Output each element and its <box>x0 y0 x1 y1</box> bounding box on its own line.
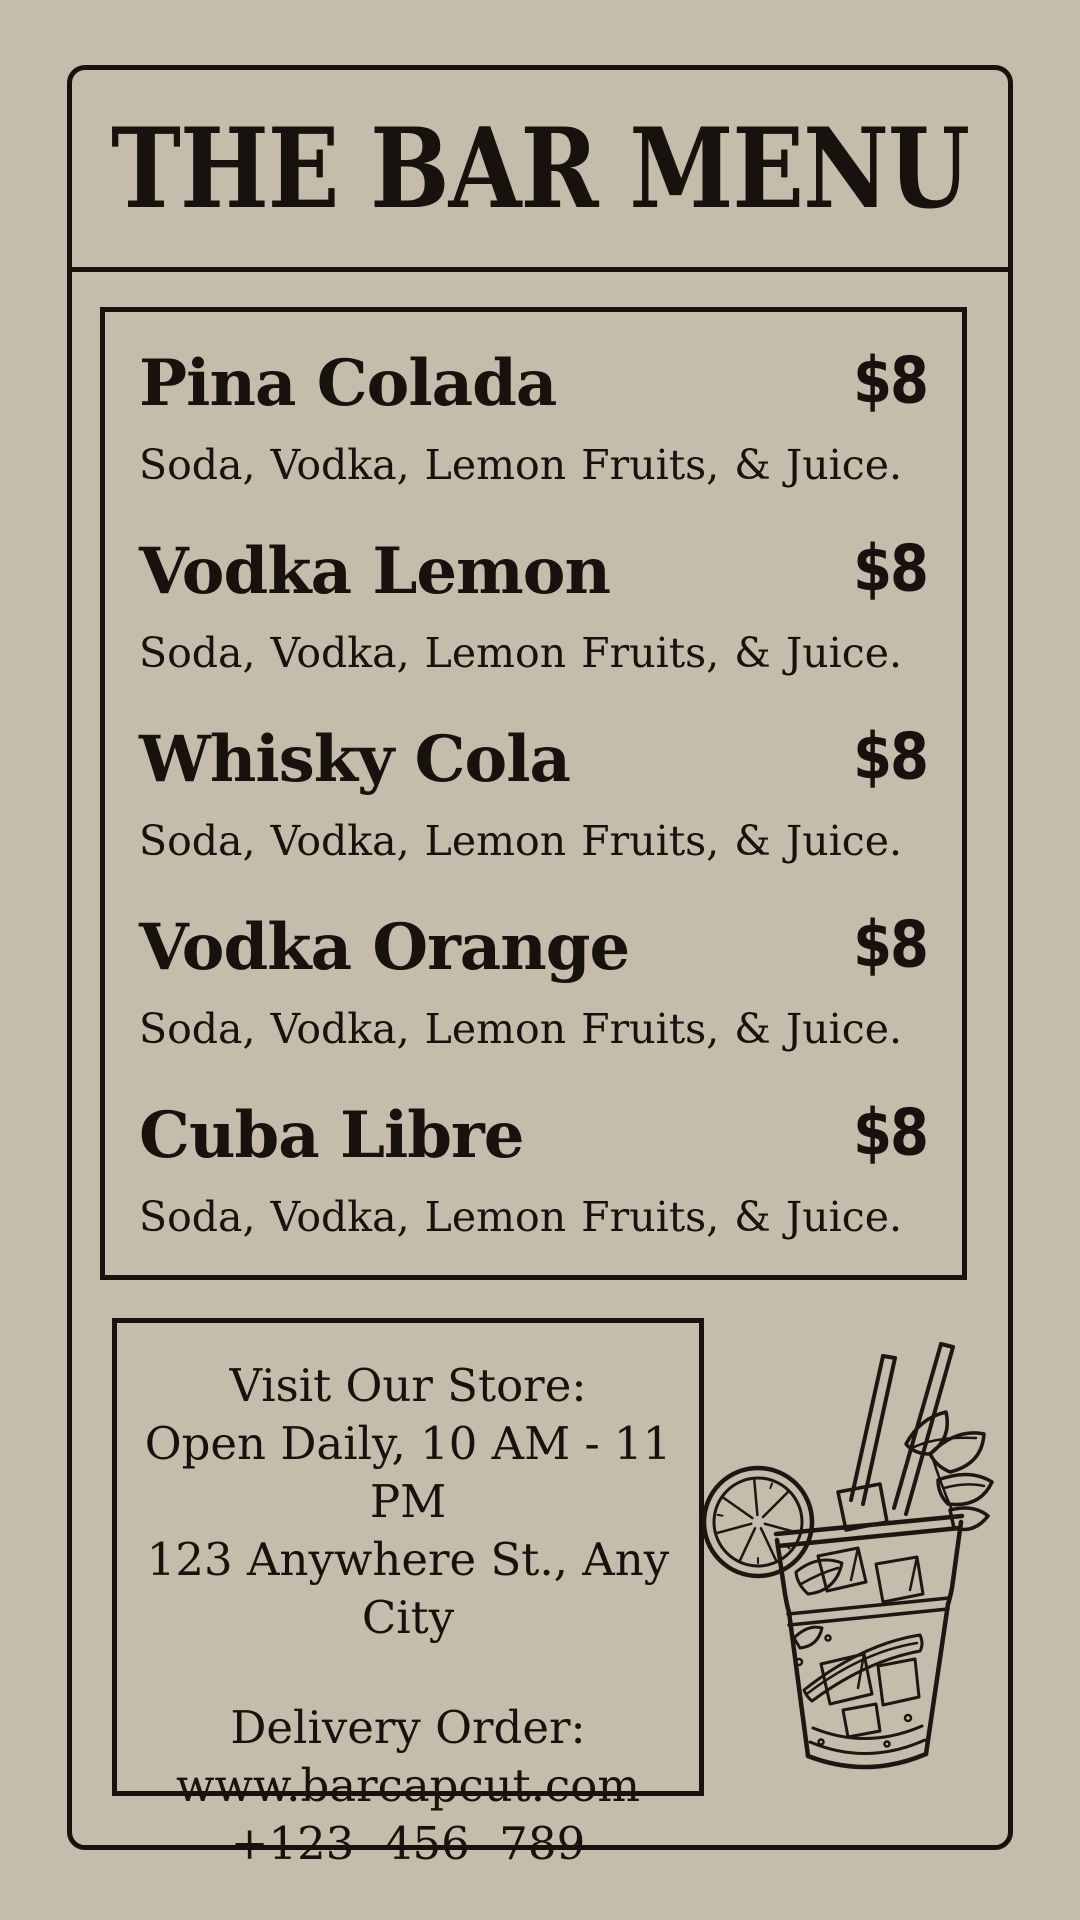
menu-item-price: $8 <box>853 531 927 607</box>
menu-item-price: $8 <box>853 907 927 983</box>
menu-item <box>139 343 927 493</box>
phone-number: +123- 456- 789 <box>230 1817 586 1870</box>
menu-item-name: Vodka Orange <box>139 910 630 985</box>
menu-item <box>139 719 927 869</box>
menu-item-description: Soda, Vodka, Lemon Fruits, & Juice. <box>139 1005 903 1053</box>
menu-item-row <box>139 531 927 611</box>
cocktail-illustration <box>700 1332 1010 1802</box>
menu-item-row <box>139 719 927 799</box>
menu-item-row <box>139 907 927 987</box>
visit-heading: Visit Our Store: <box>229 1359 587 1412</box>
masthead <box>72 70 1008 267</box>
menu-item-name: Cuba Libre <box>139 1098 524 1173</box>
menu-item <box>139 1095 927 1245</box>
ice-cubes-upper <box>796 1548 923 1602</box>
menu-item-description: Soda, Vodka, Lemon Fruits, & Juice. <box>139 629 903 677</box>
page-title: THE BAR MENU <box>111 103 969 234</box>
menu-item <box>139 907 927 1057</box>
delivery-heading: Delivery Order: <box>230 1701 586 1754</box>
menu-item-price: $8 <box>853 719 927 795</box>
info-spacer <box>117 1647 699 1699</box>
lime-wheel-icon <box>704 1468 812 1576</box>
menu-item-name: Pina Colada <box>139 346 557 421</box>
menu-item-price: $8 <box>853 343 927 419</box>
drinks-menu-box <box>100 307 967 1280</box>
liquid-line <box>788 1598 949 1625</box>
menu-item-row <box>139 1095 927 1175</box>
menu-frame <box>67 65 1013 1870</box>
menu-item-description: Soda, Vodka, Lemon Fruits, & Juice. <box>139 817 903 865</box>
cocktail-glass-icon <box>700 1332 1000 1792</box>
website-url: www.barcapcut.com <box>175 1759 641 1812</box>
menu-item-description: Soda, Vodka, Lemon Fruits, & Juice. <box>139 441 903 489</box>
menu-item <box>139 531 927 681</box>
street-address: 123 Anywhere St., Any City <box>146 1533 670 1644</box>
menu-item-description: Soda, Vodka, Lemon Fruits, & Juice. <box>139 1193 903 1241</box>
bubbles <box>796 1636 911 1747</box>
opening-hours: Open Daily, 10 AM - 11 PM <box>144 1417 672 1528</box>
menu-item-name: Whisky Cola <box>139 722 570 797</box>
menu-item-price: $8 <box>853 1095 927 1171</box>
menu-item-name: Vodka Lemon <box>139 534 610 609</box>
title-divider <box>72 267 1008 272</box>
ice-cubes-lower <box>794 1627 922 1737</box>
menu-item-row <box>139 343 927 423</box>
store-info-box <box>112 1318 704 1870</box>
